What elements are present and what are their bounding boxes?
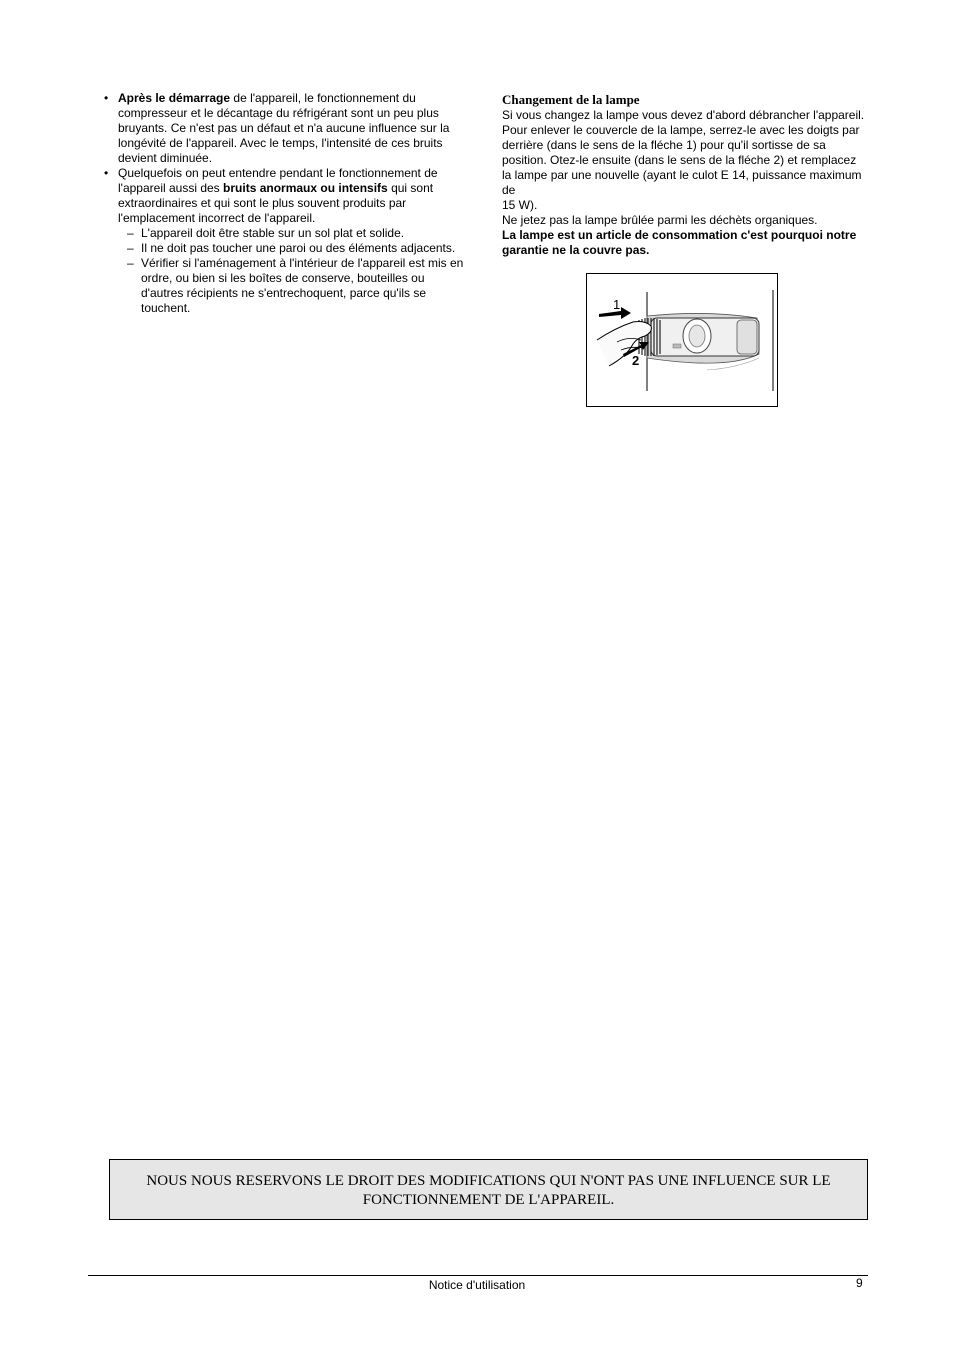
- left-column: [104, 91, 470, 316]
- lamp-cover-drawing: [587, 274, 777, 406]
- bullet-abnormal-noise-text-before: Quelquefois on peut entendre pendant le fonctionnement de l'appareil aussi des: [118, 166, 438, 195]
- arrow-2-label: 2: [632, 353, 640, 368]
- dash-item: – Il ne doit pas toucher une paroi ou des éléments adjacents.: [127, 241, 470, 256]
- bullet-abnormal-noise-text-after: qui sont extraordinaires et qui sont le plus souvent produits par l'emplacement incorrect de l'appareil.: [118, 181, 434, 225]
- footer-title: Notice d'utilisation: [428, 1278, 526, 1292]
- lamp-section-title: Changement de la lampe: [502, 92, 640, 107]
- lamp-power: 15 W).: [502, 198, 538, 212]
- lamp-disposal-note: Ne jetez pas la lampe brûlée parmi les déchèts organiques.: [502, 213, 818, 227]
- dash-item: – L'appareil doit être stable sur un sol plat et solide.: [127, 226, 470, 241]
- lamp-instructions: Si vous changez la lampe vous devez d'abord débrancher l'appareil. Pour enlever le couvercle de la lampe, serrez-le avec les doigts par derrière (dans le sens de la fléche 1) pour qu'il sortisse de sa position. Otez-le ensuite (dans le sens de la fléche 2) et remplacez la lampe par une nouvelle (ayant le culot E 14, puissance maximum de: [502, 108, 865, 197]
- bullet-after-startup-text: de l'appareil, le fonctionnement du compresseur et le décantage du réfrigérant sont un peu plus bruyants. Ce n'est pas un défaut et n'a aucune influence sur la longévité de l'appareil. Avec le temps, l'intensité de ces bruits devient diminuée.: [118, 91, 450, 165]
- bullet-abnormal-noise-bold: bruits anormaux ou intensifs: [223, 181, 388, 195]
- lamp-cover-illustration: [586, 273, 778, 407]
- lamp-warranty-note: [502, 228, 868, 258]
- checks-dash-list: [118, 226, 470, 316]
- lamp-warranty-bold: La lampe est un article de consommation c'est pourquoi notre garantie ne la couvre pas.: [502, 228, 857, 257]
- footer-rule: [88, 1275, 868, 1276]
- modifications-notice: NOUS NOUS RESERVONS LE DROIT DES MODIFICATIONS QUI N'ONT PAS UNE INFLUENCE SUR LE FONCTIONNEMENT DE L'APPAREIL.: [109, 1159, 868, 1220]
- arrow-1-label: 1: [613, 297, 621, 312]
- bullet-abnormal-noise: [104, 166, 470, 316]
- bullet-after-startup: [104, 91, 470, 166]
- dash-item: – Vérifier si l'aménagement à l'intérieur de l'appareil est mis en ordre, ou bien si les boîtes de conserve, bouteilles ou d'autres récipients ne s'entrechoquent, parce qu'ils se touchent.: [127, 256, 470, 316]
- bullet-after-startup-bold: Après le démarrage: [118, 91, 231, 105]
- noise-bullet-list: [104, 91, 470, 316]
- right-column: [502, 92, 868, 258]
- page-number: 9: [856, 1276, 863, 1290]
